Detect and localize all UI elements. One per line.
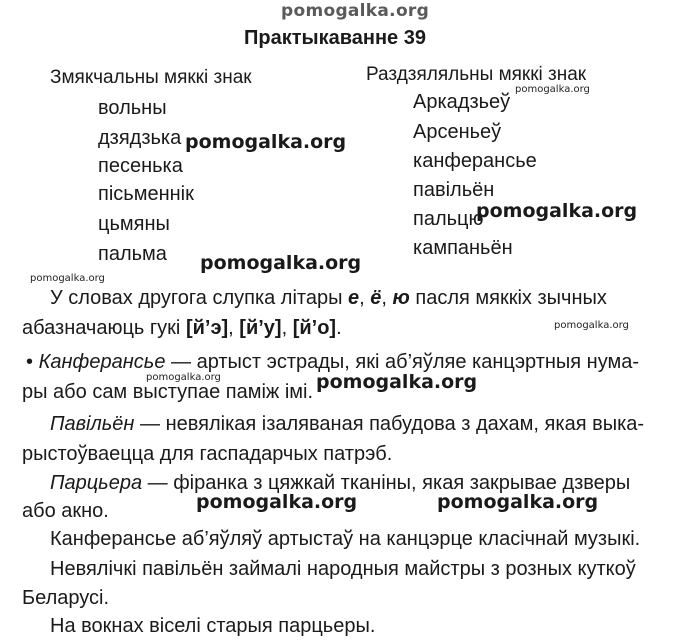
definition-line: • Канферансье — артыст эстрады, які аб’яўляе канцэртныя нума- [26, 351, 640, 373]
rule-line-1: У словах другога слупка літары е, ё, ю пасля мяккіх зычных [50, 287, 607, 309]
sound-transcription: [й’о] [292, 317, 337, 339]
watermark: pomogalka.org [30, 273, 105, 284]
left-column-header: Змякчальны мяккі знак [50, 67, 252, 88]
example-sentence: На вокнах віселі старыя парцьеры. [50, 615, 376, 637]
definition-line: Парцьера — фіранка з цяжкай тканіны, якая закрывае дзверы [50, 472, 631, 494]
right-word: Арсеньеў [413, 121, 502, 143]
rule-line-2: абазначаюць гукі [й’э], [й’у], [й’о]. [22, 317, 342, 339]
letter-yu: ю [392, 287, 410, 309]
definition-line: або акно. [22, 500, 109, 522]
top-watermark: pomogalka.org [281, 1, 430, 21]
right-word: канферансье [413, 150, 537, 172]
definition-term: Парцьера [50, 472, 143, 494]
sound-transcription: [й’у] [239, 317, 282, 339]
right-word: пальцю [413, 208, 484, 230]
example-sentence: Беларусі. [22, 587, 110, 609]
definition-term: Канферансье [38, 351, 166, 373]
right-word: павільён [413, 179, 495, 201]
letter-e: е [348, 287, 360, 309]
left-word: цьмяны [98, 213, 170, 235]
example-sentence: Канферансье аб’яўляў артыстаў на канцэрце класічнай музыкі. [50, 528, 641, 550]
watermark: pomogalka.org [515, 84, 590, 95]
definition-line: рыстоўваецца для гаспадарчых патрэб. [22, 443, 393, 465]
letter-yo: ё [370, 287, 382, 309]
left-word: пісьменнік [98, 183, 194, 205]
watermark: pomogalka.org [476, 200, 638, 222]
sound-transcription: [й’э] [185, 317, 229, 339]
left-word: вольны [98, 97, 167, 119]
definition-line: Павільён — невялікая ізаляваная пабудова з дахам, якая выка- [50, 413, 645, 435]
right-word: Аркадзьеў [413, 91, 511, 113]
watermark: pomogalka.org [316, 371, 478, 393]
left-word: пальма [98, 243, 167, 265]
watermark: pomogalka.org [185, 131, 347, 153]
definition-term: Павільён [50, 413, 135, 435]
page-title: Практыкаванне 39 [244, 27, 426, 49]
left-word: песенька [98, 155, 183, 177]
watermark: pomogalka.org [196, 491, 358, 513]
definition-line: ры або сам выступае паміж імі. [22, 381, 314, 403]
watermark: pomogalka.org [437, 491, 599, 513]
example-sentence: Невялічкі павільён займалі народныя майстры з розных куткоў [50, 558, 636, 580]
watermark: pomogalka.org [146, 372, 221, 383]
right-word: кампаньён [413, 237, 513, 259]
watermark: pomogalka.org [554, 320, 629, 331]
watermark: pomogalka.org [200, 252, 362, 274]
bullet: • [26, 351, 34, 373]
right-column-header: Раздзяляльны мяккі знак [366, 64, 587, 85]
left-word: дзядзька [98, 127, 182, 149]
